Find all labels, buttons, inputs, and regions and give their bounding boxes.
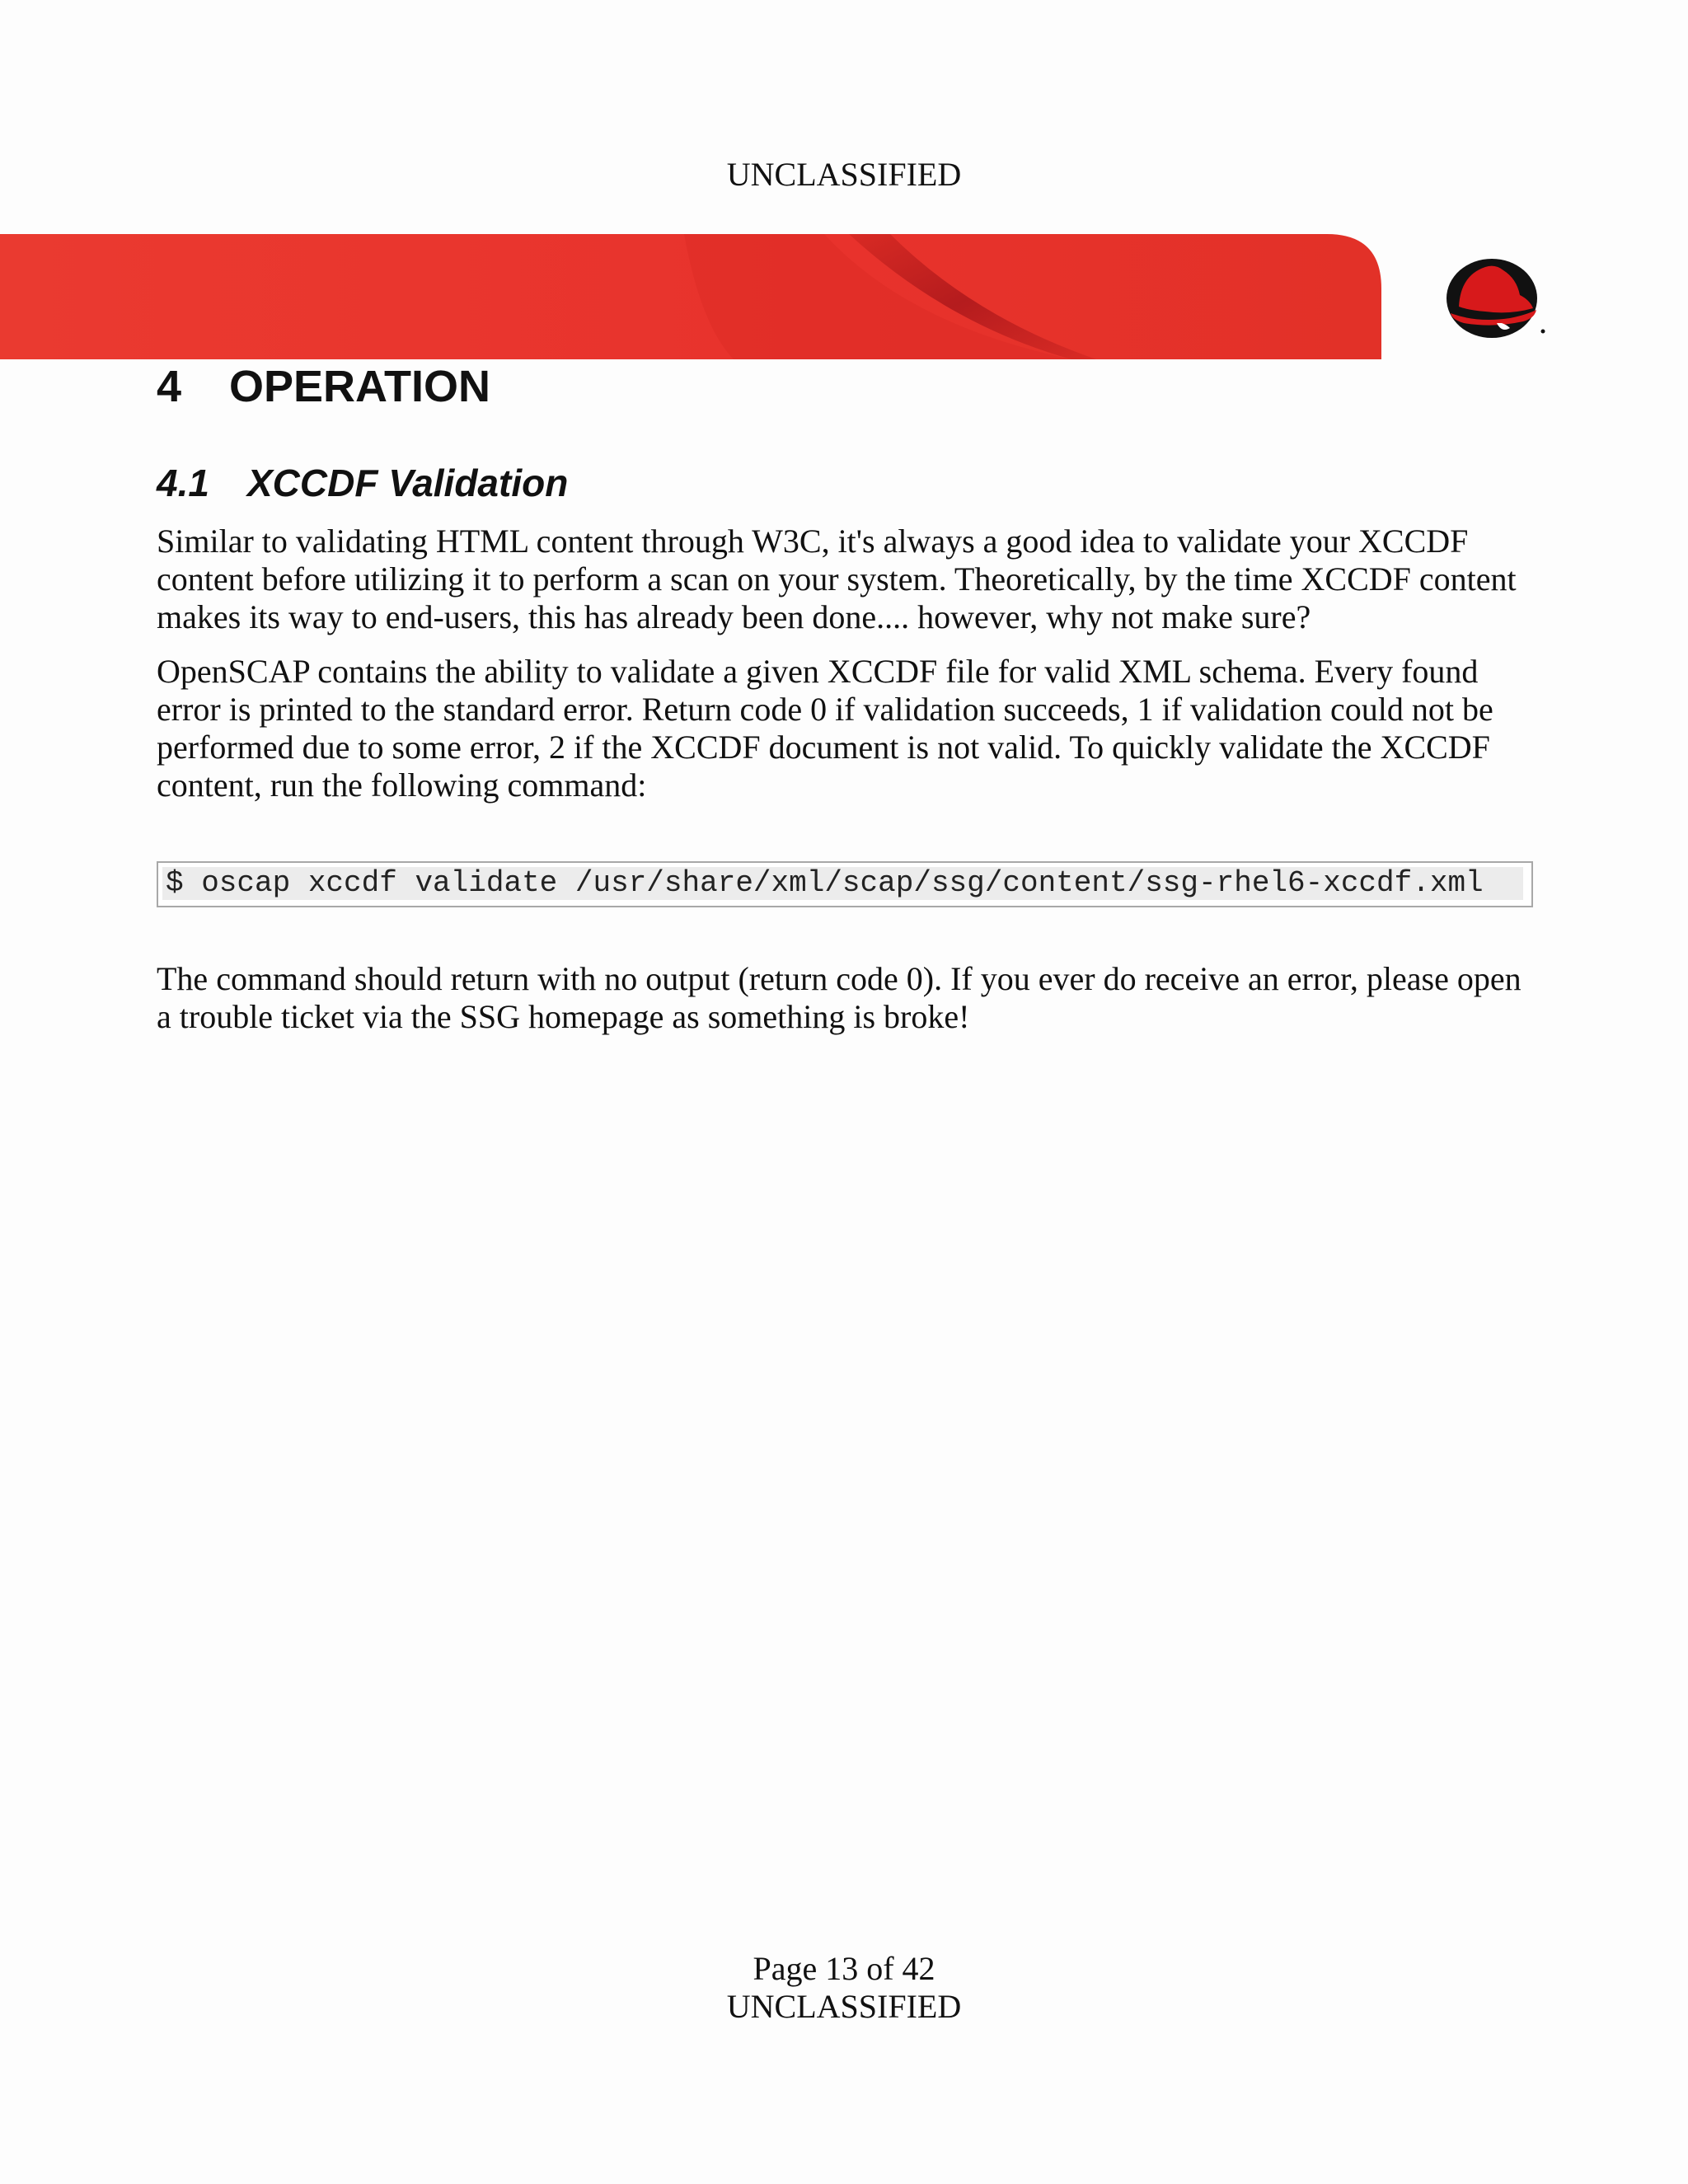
header-classification: UNCLASSIFIED [726,156,962,193]
footer-classification: UNCLASSIFIED [726,1988,962,2025]
command-box [157,861,1533,907]
section-number: 4 [157,362,182,411]
subsection-title: XCCDF Validation [247,462,569,504]
header-banner [0,234,1381,359]
validation-paragraph: OpenSCAP contains the ability to validate a given XCCDF file for valid XML schema. Every found error is printed to the standard error. Return code 0 if validation succeeds, 1 if validation could not be performed due to some error, 2 if the XCCDF document is not valid. To quickly validate the XCCDF content, run the following command: [157,653,1493,804]
section-title: OPERATION [229,362,491,411]
page-footer [0,1950,1688,2026]
red-hat-logo-icon [1444,257,1548,341]
page-number: Page 13 of 42 [753,1950,935,1987]
intro-paragraph: Similar to validating HTML content through W3C, it's always a good idea to validate your XCCDF content before utilizing it to perform a scan on your system. Theoretically, by the time XCCDF content makes its way to end-users, this has already been done.... however, why not make sure? [157,523,1517,635]
subsection-number: 4.1 [157,462,209,504]
result-paragraph: The command should return with no output (return code 0). If you ever do receive an error, please open a trouble ticket via the SSG homepage as something is broke! [157,960,1522,1035]
section-heading [157,358,490,415]
command-text: $ oscap xccdf validate /usr/share/xml/scap/ssg/content/ssg-rhel6-xccdf.xml [162,867,1523,900]
subsection-heading [157,458,568,508]
